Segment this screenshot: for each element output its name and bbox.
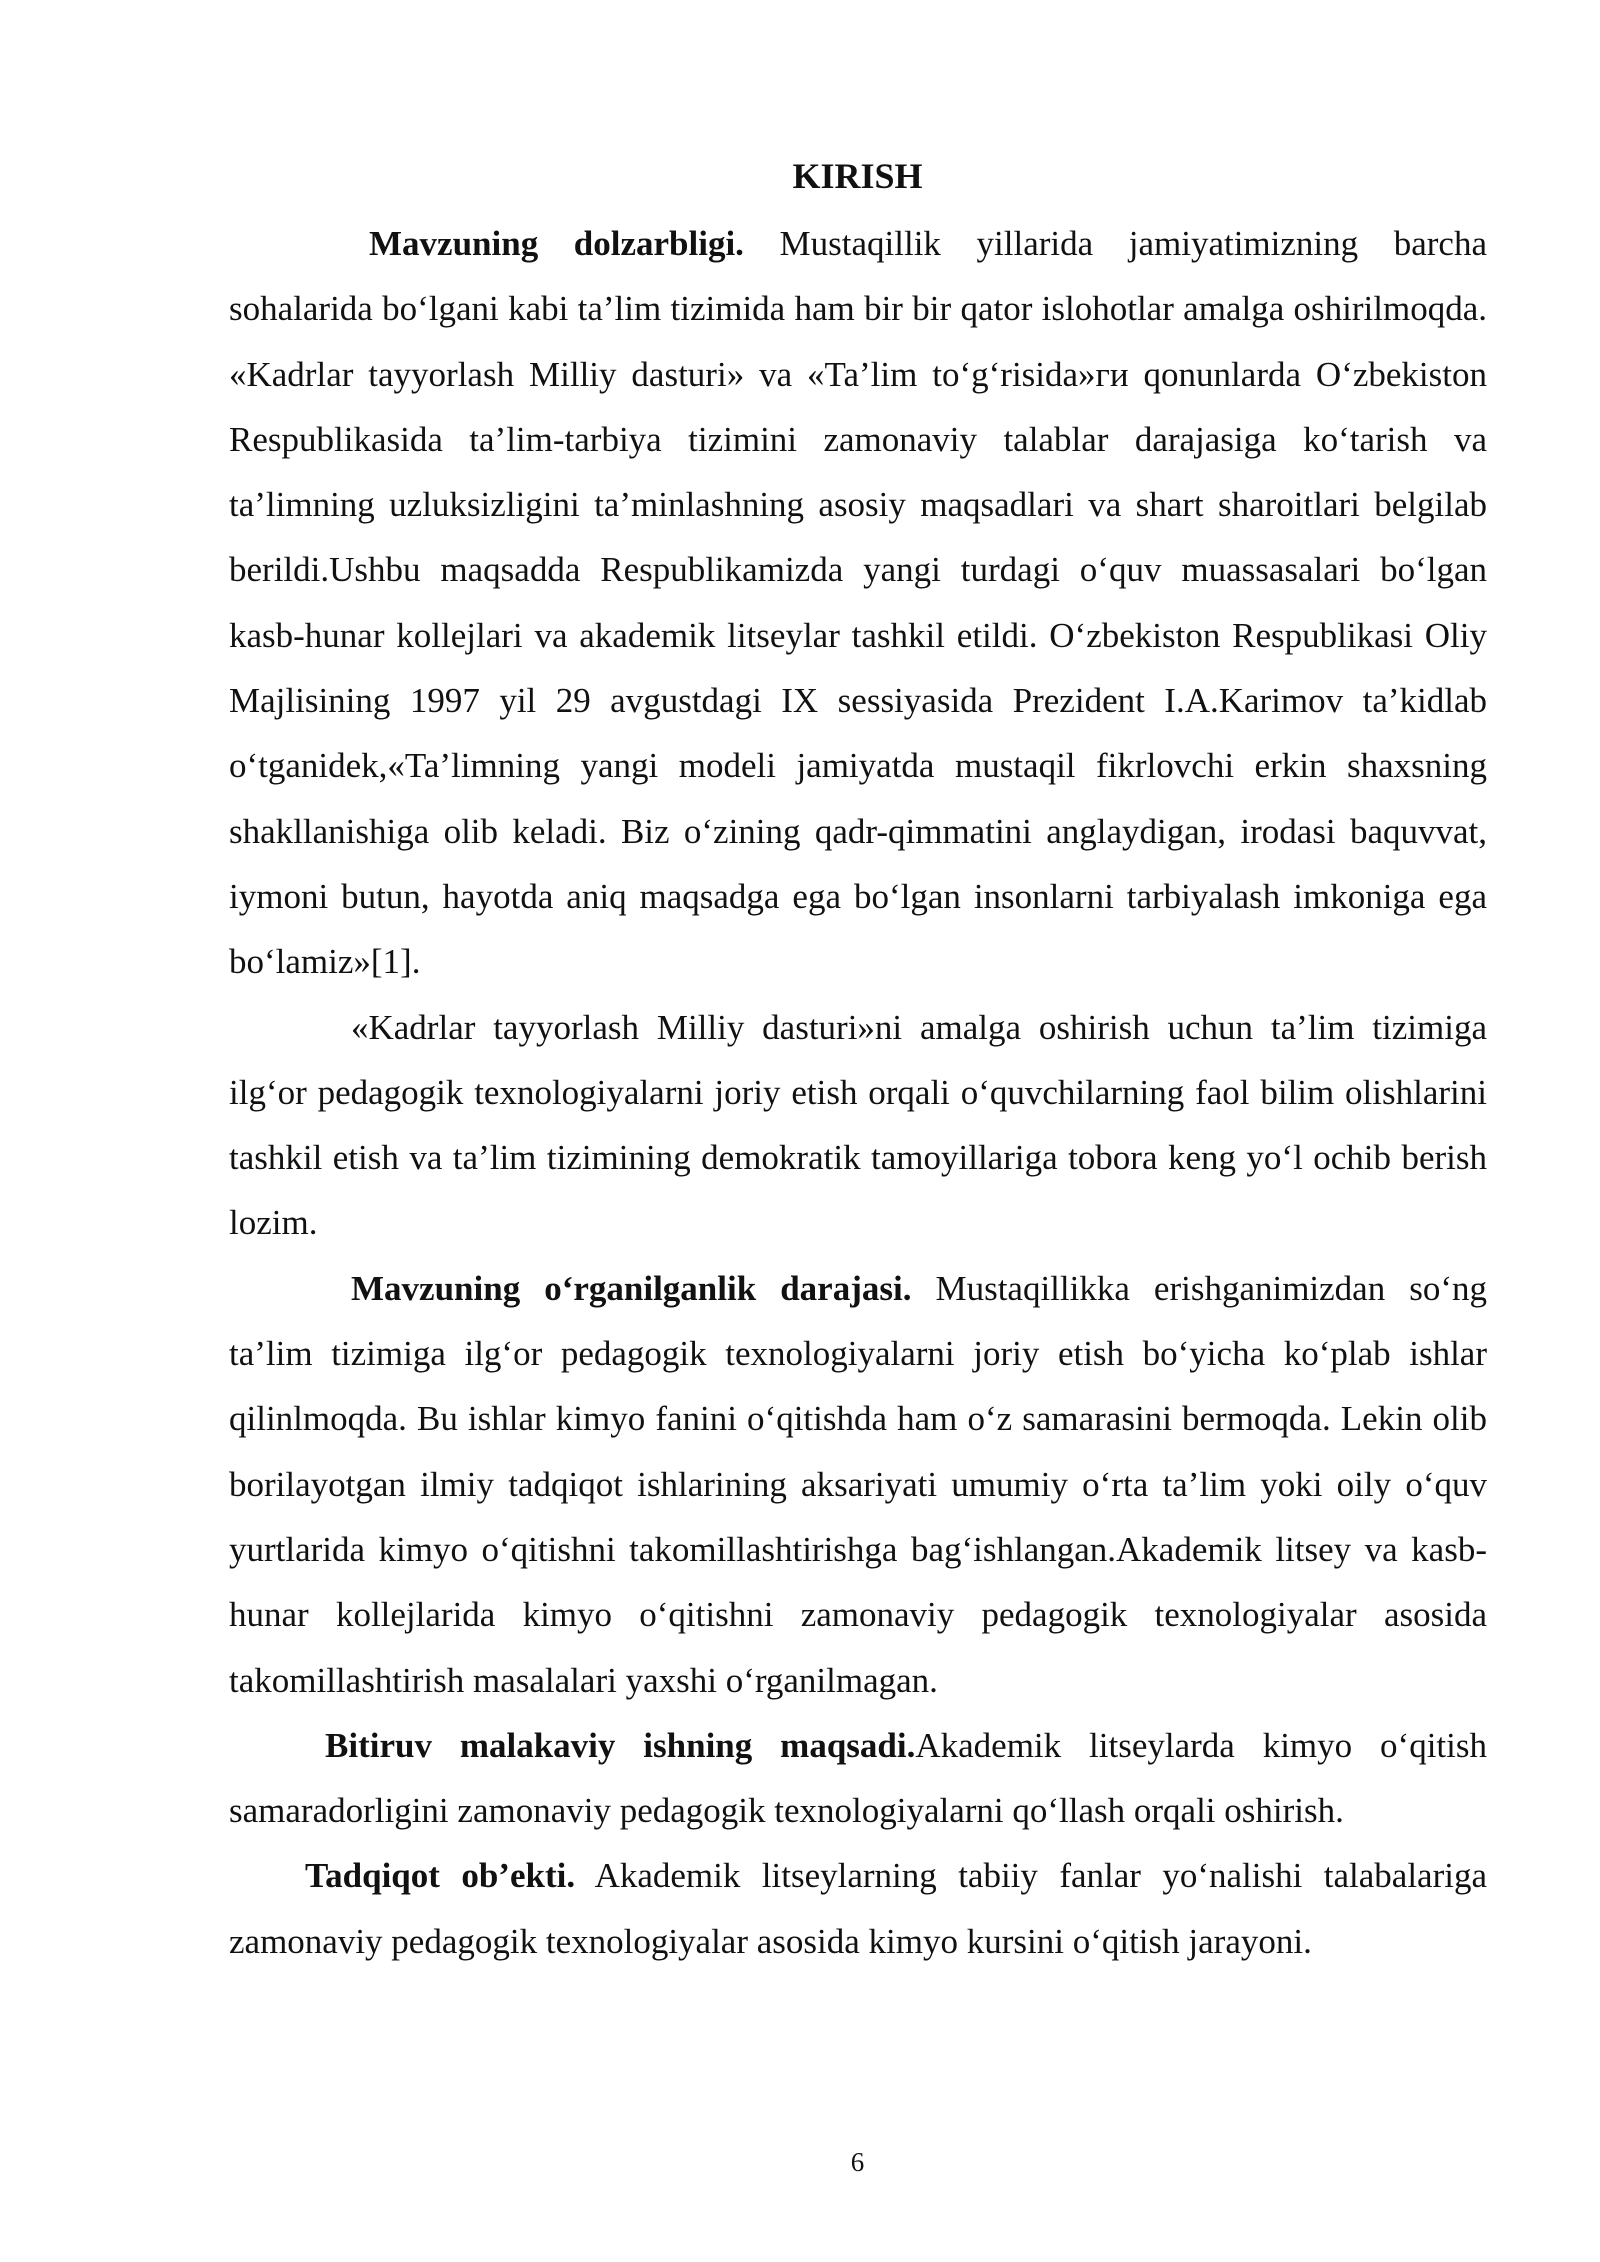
paragraph-heading: Mavzuning o‘rganilganlik darajasi. [351,1268,912,1308]
paragraph-heading: Mavzuning dolzarbligi. [369,224,744,263]
page-number: 6 [850,2147,865,2177]
page-title: KIRISH [792,156,923,196]
document-body [229,211,1487,1974]
paragraph-text: Akademik litseylarda kimyo o‘qitish samaradorligini zamonaviy pedagogik texnologiyalarni qo‘llash orqali oshirish. [229,1725,1487,1831]
paragraph-text: Akademik litseylarning tabiiy fanlar yo‘nalishi talabalariga zamonaviy pedagogik texnologiyalar asosida kimyo kursini o‘qitish jarayoni. [229,1856,1487,1961]
paragraph-research-object [229,1843,1487,1974]
paragraph-text: «Kadrlar tayyorlash Milliy dasturi»ni amalga oshirish uchun ta’lim tizimiga ilg‘or pedagogik texnologiyalarni joriy etish orqali o‘quvchilarning faol bilim olishlarini tashkil etish va ta’lim tizimining demokratik tamoyillariga tobora keng yo‘l ochib berish lozim. [229,1007,1487,1243]
paragraph-heading: Tadqiqot ob’ekti. [305,1856,576,1896]
paragraph-study-level [229,1256,1487,1713]
paragraph-heading: Bitiruv malakaviy ishning maqsadi. [325,1725,916,1765]
paragraph-goal [229,1713,1487,1844]
paragraph-relevance [229,211,1487,995]
paragraph-text: Mustaqillikka erishganimizdan so‘ng ta’lim tizimiga ilg‘or pedagogik texnologiyalarni joriy etish bo‘yicha ko‘plab ishlar qilinlmoqda. Bu ishlar kimyo fanini o‘qitishda ham o‘z samarasini bermoqda. Lekin olib borilayotgan ilmiy tadqiqot ishlarining aksariyati umumiy o‘rta ta’lim yoki oily o‘quv yurtlarida kimyo o‘qitishni takomillashtirishga bag‘ishlangan.Akademik litsey va kasb-hunar kollejlarida kimyo o‘qitishni zamonaviy pedagogik texnologiyalar asosida takomillashtirish masalalari yaxshi o‘rganilmagan. [229,1268,1487,1700]
paragraph-text: Mustaqillik yillarida jamiyatimizning barcha sohalarida bo‘lgani kabi ta’lim tizimida ham bir bir qator islohotlar amalga oshirilmoqda. «Kadrlar tayyorlash Milliy dasturi» va «Ta’lim to‘g‘risida»ги qonunlarda O‘zbekiston Respublikasida ta’lim-tarbiya tizimini zamonaviy talablar darajasiga ko‘tarish va ta’limning uzluksizligini ta’minlashning asosiy maqsadlari va shart sharoitlari belgilab berildi.Ushbu maqsadda Respublikamizda yangi turdagi o‘quv muassasalari bo‘lgan kasb-hunar kollejlari va akademik litseylar tashkil etildi. O‘zbekiston Respublikasi Oliy Majlisining 1997 yil 29 avgustdagi IX sessiyasida Prezident I.A.Karimov ta’kidlab o‘tganidek,«Ta’limning yangi modeli jamiyatda mustaqil fikrlovchi erkin shaxsning shakllanishiga olib keladi. Biz o‘zining qadr-qimmatini anglaydigan, irodasi baquvvat, iymoni butun, hayotda aniq maqsadga ega bo‘lgan insonlarni tarbiyalash imkoniga ega bo‘lamiz»[1]. [229,224,1487,982]
paragraph-national-program [229,995,1487,1256]
